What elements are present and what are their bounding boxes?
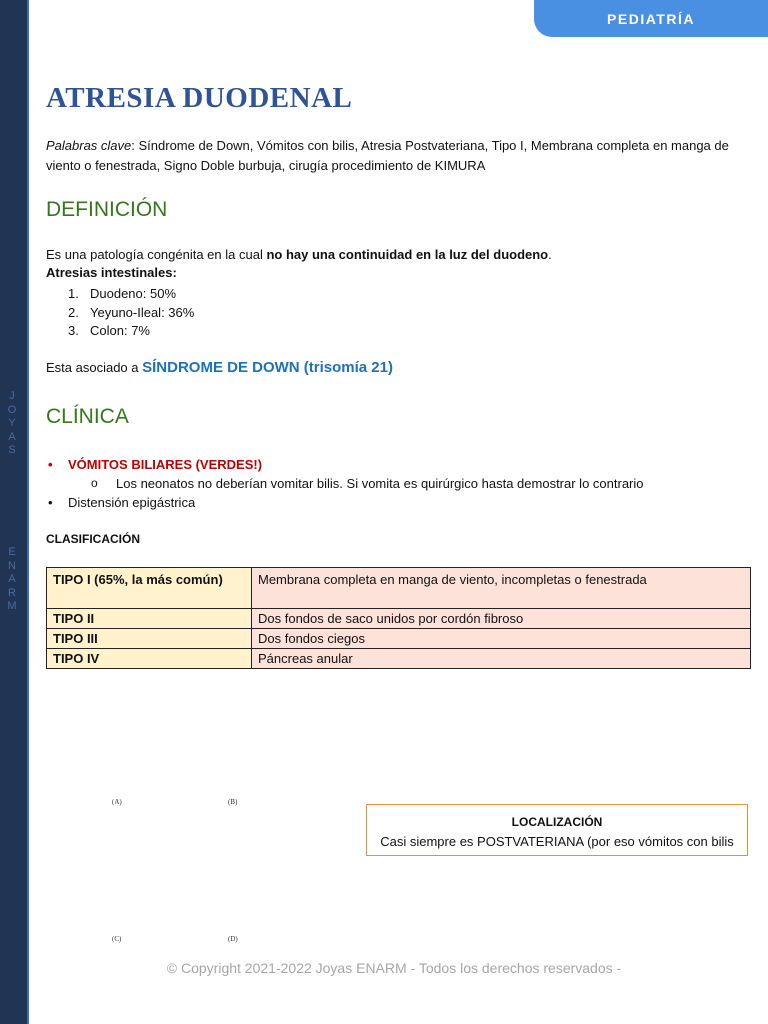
definicion-text: Es una patología congénita en la cual no hay una continuidad en la luz del duodeno. [46, 247, 552, 262]
clasificacion-table [46, 567, 751, 669]
page-title: ATRESIA DUODENAL [46, 82, 353, 114]
list-item: 3. Colon: 7% [68, 323, 150, 338]
sidebar-word-joyas: J O Y A S [7, 390, 17, 456]
section-tab-pediatria: PEDIATRÍA [534, 0, 768, 37]
figure-caption-b: (B) [228, 798, 238, 806]
table-cell-desc: Dos fondos de saco unidos por cordón fibroso [252, 609, 751, 629]
keywords-paragraph [46, 136, 746, 175]
table-cell-tipo: TIPO I (65%, la más común) [47, 568, 252, 609]
localizacion-box [366, 804, 748, 856]
bullet-icon: • [48, 495, 53, 510]
list-item: 1. Duodeno: 50% [68, 286, 177, 301]
atresias-label: Atresias intestinales: [46, 265, 177, 280]
duodenal-atresia-illustration [108, 667, 348, 947]
clasificacion-heading: CLASIFICACIÓN [46, 532, 140, 546]
asociado-line: Esta asociado a SÍNDROME DE DOWN (trisomía 21) [46, 359, 393, 376]
table-cell-tipo: TIPO IV [47, 649, 252, 669]
bullet-icon: • [48, 457, 53, 472]
down-syndrome-highlight: SÍNDROME DE DOWN (trisomía 21) [142, 359, 393, 376]
list-item: • Distensión epigástrica [48, 495, 196, 510]
figure-caption-d: (D) [228, 935, 238, 943]
clinica-bullets [46, 455, 644, 512]
heading-clinica: CLÍNICA [46, 405, 129, 428]
table-row [47, 649, 751, 669]
table-row [47, 629, 751, 649]
table-row [47, 609, 751, 629]
table-cell-desc: Dos fondos ciegos [252, 629, 751, 649]
table-row [47, 568, 751, 609]
figure-caption-a: (A) [112, 798, 122, 806]
list-item: o Los neonatos no deberían vomitar bilis. Si vomita es quirúrgico hasta demostrar lo contrario [91, 476, 644, 491]
left-sidebar-bar [0, 0, 29, 1024]
table-cell-tipo: TIPO III [47, 629, 252, 649]
table-cell-desc: Páncreas anular [252, 649, 751, 669]
atresias-list [68, 285, 194, 341]
list-item: • VÓMITOS BILIARES (VERDES!) [48, 457, 263, 472]
heading-definicion: DEFINICIÓN [46, 198, 168, 221]
keywords-text: : Síndrome de Down, Vómitos con bilis, Atresia Postvateriana, Tipo I, Membrana completa en manga de viento o fenestrada, Signo Doble burbuja, cirugía procedimiento de KIMURA [46, 138, 729, 173]
figure-caption-c: (C) [112, 935, 122, 943]
copyright-footer: © Copyright 2021-2022 Joyas ENARM - Todos los derechos reservados - [166, 960, 622, 976]
list-item: 2. Yeyuno-Ileal: 36% [68, 304, 195, 320]
circle-bullet-icon: o [91, 476, 98, 490]
localizacion-title: LOCALIZACIÓN [511, 815, 603, 829]
keywords-label: Palabras clave [46, 138, 132, 153]
sidebar-word-enarm: E N A R M [7, 546, 17, 612]
table-cell-desc: Membrana completa en manga de viento, incompletas o fenestrada [252, 568, 751, 609]
table-cell-tipo: TIPO II [47, 609, 252, 629]
localizacion-text: Casi siempre es POSTVATERIANA (por eso vómitos con bilis [380, 834, 734, 849]
